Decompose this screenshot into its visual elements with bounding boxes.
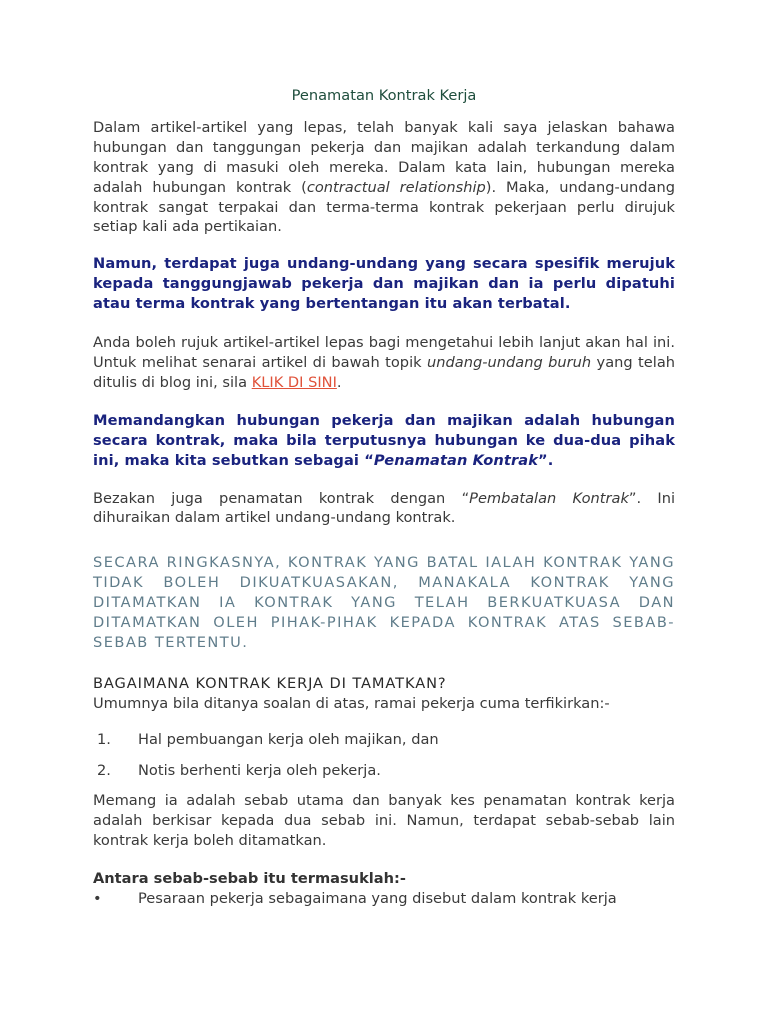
- italic-term: contractual relationship: [306, 178, 486, 196]
- document-page: [93, 86, 675, 909]
- paragraph-main-reasons: Memang ia adalah sebab utama dan banyak kes penamatan kontrak kerja adalah berkisar kepada dua sebab ini. Namun, terdapat sebab-sebab lain kontrak kerja boleh ditamatkan.: [93, 792, 675, 850]
- paragraph-intro: [93, 118, 675, 237]
- italic-term: undang-undang buruh: [427, 353, 592, 371]
- list-item-text: Pesaraan pekerja sebagaimana yang disebut dalam kontrak kerja: [138, 890, 617, 908]
- paragraph-text: Anda boleh rujuk artikel-artikel lepas bagi mengetahui lebih lanjut akan hal ini. Untuk melihat senarai artikel di bawah topik: [93, 334, 675, 371]
- summary-paragraph: SECARA RINGKASNYA, KONTRAK YANG BATAL IALAH KONTRAK YANG TIDAK BOLEH DIKUATKUASAKAN, MANAKALA KONTRAK YANG DITAMATKAN IA KONTRAK YANG TELAH BERKUATKUASA DAN DITAMATKAN OLEH PIHAK-PIHAK KEPADA KONTRAK ATAS SEBAB-SEBAB TERTENTU.: [93, 554, 675, 651]
- klik-di-sini-link[interactable]: KLIK DI SINI: [251, 373, 337, 391]
- document-title: Penamatan Kontrak Kerja: [291, 87, 477, 104]
- bullet-list: [93, 889, 675, 909]
- list-item-text: Hal pembuangan kerja oleh majikan, dan: [138, 730, 439, 748]
- list-item: [93, 761, 675, 781]
- list-item: [93, 730, 675, 750]
- paragraph-text: yang telah ditulis di blog ini, sila: [93, 353, 676, 391]
- paragraph-text: ”. Ini dihuraikan dalam artikel undang-undang kontrak.: [93, 489, 675, 527]
- list-item-text: Notis berhenti kerja oleh pekerja.: [138, 761, 381, 779]
- paragraph-text: .: [336, 373, 342, 391]
- paragraph-reference: [93, 333, 675, 393]
- paragraph-text: ). Maka, undang-undang kontrak sangat terpakai dan terma-terma kontrak pekerjaan perlu dirujuk setiap kali ada pertikaian.: [93, 178, 675, 236]
- bullet-icon: •: [93, 890, 102, 908]
- paragraph-text: Memandangkan hubungan pekerja dan majikan adalah hubungan secara kontrak, maka bila terputusnya hubungan ke dua-dua pihak ini, maka kita sebutkan sebagai “: [93, 411, 675, 469]
- paragraph-emphasis-termination: [93, 411, 675, 471]
- list-item: [93, 889, 675, 909]
- paragraph-text: Dalam artikel-artikel yang lepas, telah banyak kali saya jelaskan bahawa hubungan dan tanggungan pekerja dan majikan adalah terkandung dalam kontrak yang di masuki oleh mereka. Dalam kata lain, hubungan mereka adalah hubungan kontrak (: [93, 118, 675, 196]
- list-number: 2.: [97, 761, 111, 779]
- paragraph-text: Bezakan juga penamatan kontrak dengan “: [93, 489, 470, 507]
- italic-term: Pembatalan Kontrak: [469, 489, 629, 507]
- paragraph-distinguish: [93, 489, 675, 529]
- list-number: 1.: [97, 730, 111, 748]
- numbered-list: [93, 730, 675, 781]
- italic-term: Penamatan Kontrak: [373, 451, 539, 469]
- paragraph-emphasis-law: Namun, terdapat juga undang-undang yang secara spesifik merujuk kepada tanggungjawab pekerja dan majikan dan ia perlu dipatuhi atau terma kontrak yang bertentangan itu akan terbatal.: [93, 255, 675, 313]
- section-heading: BAGAIMANA KONTRAK KERJA DI TAMATKAN?: [93, 674, 447, 692]
- paragraph-text: ”.: [538, 451, 554, 469]
- reasons-heading: Antara sebab-sebab itu termasuklah:-: [93, 870, 406, 888]
- list-intro: Umumnya bila ditanya soalan di atas, ramai pekerja cuma terfikirkan:-: [93, 694, 610, 712]
